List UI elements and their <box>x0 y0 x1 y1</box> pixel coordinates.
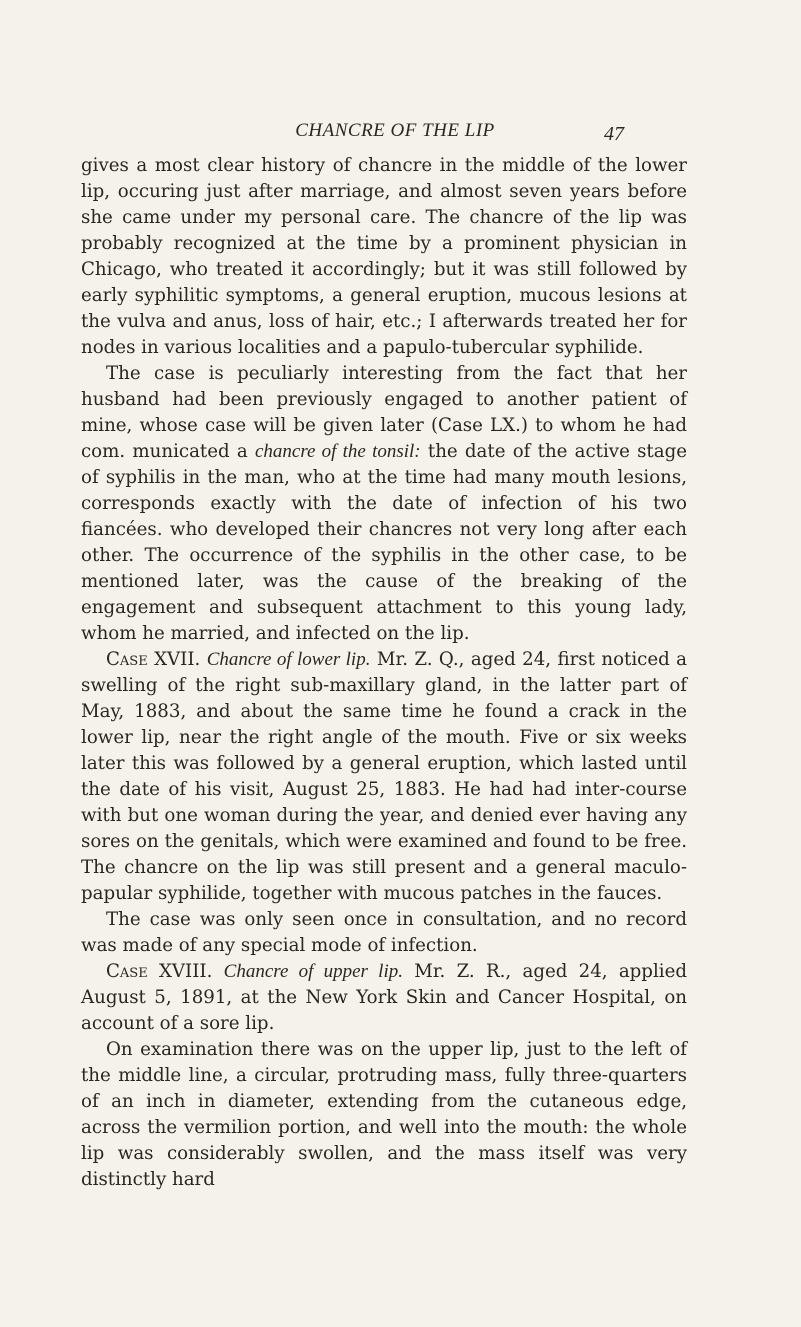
italic-phrase: chancre of the tonsil: <box>254 441 421 462</box>
case-label: Case XVII. <box>106 649 201 670</box>
page-number: 47 <box>604 123 624 145</box>
paragraph-text: the date of the active stage of syphilis in the man, who at the time had many mouth lesions, corresponds exactly with the date of infection of his two fiancées. who developed their chancres not very long after each other. The occurrence of the syphilis in the other case, to be mentioned later, was the cause of the breaking of the engagement and subsequent attachment to this young lady, whom he married, and infected on the lip. <box>81 441 687 644</box>
case-heading: Chancre of lower lip. <box>206 649 371 670</box>
paragraph-case-xviii <box>81 959 687 1037</box>
body-text <box>81 153 687 1193</box>
paragraph-case-xvii <box>81 647 687 907</box>
paragraph-examination: On examination there was on the upper lip, just to the left of the middle line, a circular, protruding mass, fully three-quarters of an inch in diameter, extending from the cutaneous edge, across the vermilion portion, and well into the mouth: the whole lip was considerably swollen, and the mass itself was very distinctly hard <box>81 1039 687 1190</box>
paragraph-consultation: The case was only seen once in consultation, and no record was made of any special mode of infection. <box>81 909 687 956</box>
paragraph-text: Mr. Z. Q., aged 24, first noticed a swelling of the right sub-maxillary gland, in the latter part of May, 1883, and about the same time he found a crack in the lower lip, near the right angle of the mouth. Five or six weeks later this was followed by a general eruption, which lasted until the date of his visit, August 25, 1883. He had had inter-course with but one woman during the year, and denied ever having any sores on the genitals, which were examined and found to be free. The chancre on the lip was still present and a general maculo-papular syphilide, together with mucous patches in the fauces. <box>81 649 687 904</box>
running-title: CHANCRE OF THE LIP <box>295 120 495 141</box>
case-label: Case XVIII. <box>106 961 213 982</box>
paragraph-text: The case is peculiarly interesting from the fact that her husband had been previously engaged to another patient of mine, whose case will be given later (Case LX.) to whom he had com. municated a <box>81 363 687 462</box>
page-header <box>0 120 801 150</box>
case-heading: Chancre of upper lip. <box>223 961 403 982</box>
paragraph-husband-engagement <box>81 361 687 647</box>
paragraph-continuation: gives a most clear history of chancre in the middle of the lower lip, occuring just after marriage, and almost seven years before she came under my personal care. The chancre of the lip was probably recognized at the time by a prominent physician in Chicago, who treated it accordingly; but it was still followed by early syphilitic symptoms, a general eruption, mucous lesions at the vulva and anus, loss of hair, etc.; I afterwards treated her for nodes in various localities and a papulo-tubercular syphilide. <box>81 155 687 358</box>
paragraph-text: Mr. Z. R., aged 24, applied August 5, 1891, at the New York Skin and Cancer Hospital, on account of a sore lip. <box>81 961 687 1034</box>
